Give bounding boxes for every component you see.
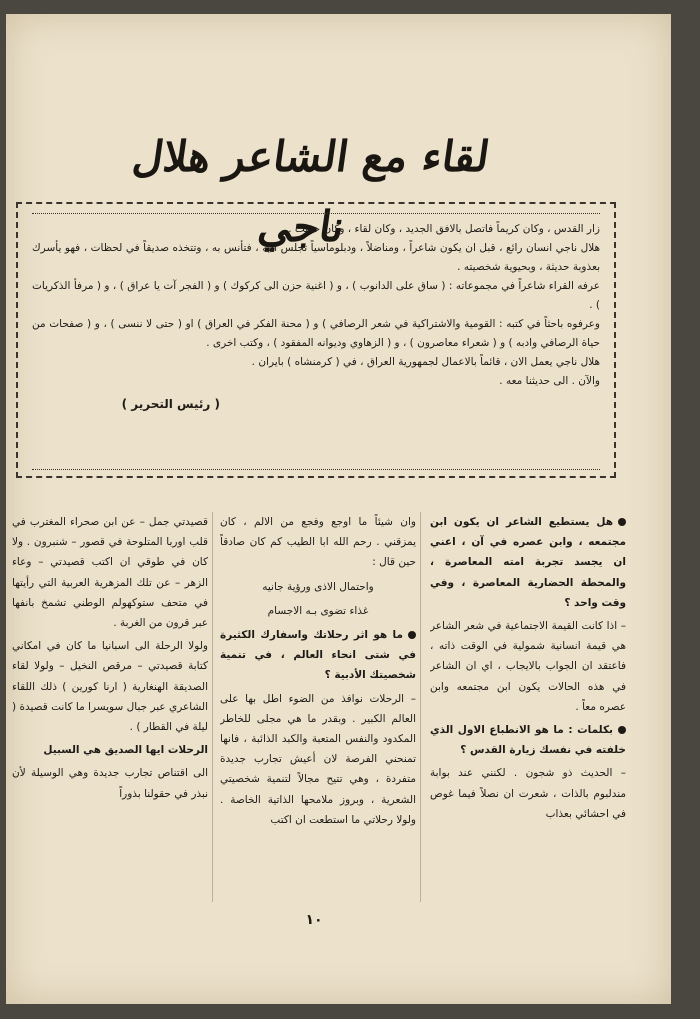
bullet-icon (618, 726, 626, 734)
answer-continued: الى اقتناص تجارب جديدة وهي الوسيلة لأن نبذر في حقولنا بذوراً (12, 767, 208, 800)
intro-paragraph: عرفه القراء شاعراً في مجموعاته : ( ساق على الدانوب ) ، و ( اغنية حزن الى كركوك ) و ( الفجر آت يا عراق ) ، و ( مرفأ الذكريات ) . (32, 280, 600, 311)
article-title: لقاء مع الشاعر هلال ناجي (129, 132, 493, 251)
column-right (430, 512, 626, 904)
question-text: ما هو اثر رحلاتك واسفارك الكثيرة في شتى انحاء العالم ، في تنمية شخصيتك الأدبية ؟ (220, 629, 416, 682)
question-text: بكلمات : ما هو الانطباع الاول الذي خلفته في نفسك زيارة القدس ؟ (430, 724, 626, 757)
question-text: هل يستطيع الشاعر ان يكون ابن مجتمعه ، وابن عصره في آن ، اعني ان يجسد تجربة امته المعاصرة ، والمحطة الحضارية المعاصرة ، وفي وقت واحد ؟ (430, 516, 626, 609)
page-number: ١٠ (305, 912, 323, 928)
answer: – الحديث ذو شجون . لكنني عند بوابة مندلبوم بالذات ، شعرت ان نصلاً فيما غوص في احشائي بعذاب (430, 767, 626, 820)
question (430, 512, 626, 613)
intro-inner (32, 213, 600, 470)
column-divider (212, 512, 213, 902)
intro-paragraph: وعرفوه باحثاً في كتبه : القومية والاشتراكية في شعر الرصافي ) و ( محنة الفكر في العراق ) او ( حتى لا ننسى ) ، و ( صفحات من حياة الرصافي وادبه ) و ( شعراء معاصرون ) ، و ( الزهاوي وديوانه المفقود ) ، وكتب اخرى . (32, 318, 600, 349)
question (220, 625, 416, 686)
answer-continued: ولولا الرحلة الى اسبانيا ما كان في امكاني كتابة قصيدتي – مرقص النخيل – ولولا لقاء الصديقة الهنغارية ( ارنا كورين ) ذلك اللقاء الشاعري عبر جبال سويسرا ما كانت قصيدة ( ليلة في القطار ) . (12, 640, 208, 734)
intro-paragraph: زار القدس ، وكان كريماً فاتصل بالافق الجديد ، وكان لقاء ، وكان حديث . (288, 223, 600, 235)
answer: – اذا كانت القيمة الاجتماعية في شعر الشاعر هي قيمة انسانية شمولية في الوقت ذاته ، فاعتقد ان الجواب بالايجاب ، اي ان الشاعر في هذه الحالات يكون ابن مجتمعه وابن عصره معاً . (430, 620, 626, 713)
answer-continued: وان شيئاً ما اوجع وفجع من الالم ، كان يمزقني . رحم الله ابا الطيب كم كان صادقاً حين قال : (220, 516, 416, 569)
magazine-page (6, 14, 671, 1004)
poem-verse: واحتمال الاذى ورؤية جانيه (262, 580, 374, 593)
bullet-icon (618, 518, 626, 526)
column-middle (220, 512, 416, 904)
answer-continued: قصيدتي جمل – عن ابن صحراء المغترب في قلب اوربا المتلوحة في قصور – شنبرون . ولا كان في طوقي ان اكتب قصيدتي – وعاء الزهر – عن تلك المزهرية العربية التي رأيتها في متحف ستوكهولم الوطني تشمخ بانفها عبر قرون من الغربة . (12, 516, 208, 630)
bullet-icon (408, 631, 416, 639)
column-left (12, 512, 208, 904)
editor-signature: ( رئيس التحرير ) (121, 397, 220, 411)
subheading: الرحلات ايها الصديق هي السبيل (43, 744, 208, 757)
question (430, 720, 626, 760)
column-divider (420, 512, 421, 902)
intro-paragraph: هلال ناجي يعمل الان ، قائماً بالاعمال لجمهورية العراق ، في ( كرمنشاه ) بايران . (251, 356, 600, 368)
intro-paragraph: هلال ناجي انسان رائع ، قبل ان يكون شاعراً ، ومناضلاً ، ودبلوماسياً تجلس اليه ، فتأنس به ، وتتخذه صديقاً في لحظات ، فهو يأسرك بعذوبة حديثة ، وبحيوية شخصيته . (32, 242, 600, 273)
intro-paragraph: والآن . الى حديثنا معه . (499, 375, 600, 387)
poem-verse: غذاء تضوى بـه الاجسام (267, 604, 369, 617)
answer: – الرحلات نوافذ من الضوء اطل بها على العالم الكبير . وبقدر ما هي مجلى للخاطر المكدود والنفس المتعبة والكبد الذائبة ، فانها تمنحني الفرصة لان أعيش تجارب جديدة متفردة ، وهي تتيح مجالاً لتنمية شخصيتي الشعرية ، وبروز ملامحها الذاتية الخاصة . ولولا رحلاتي ما استطعت ان اكتب (220, 692, 416, 826)
intro-box (16, 202, 616, 478)
